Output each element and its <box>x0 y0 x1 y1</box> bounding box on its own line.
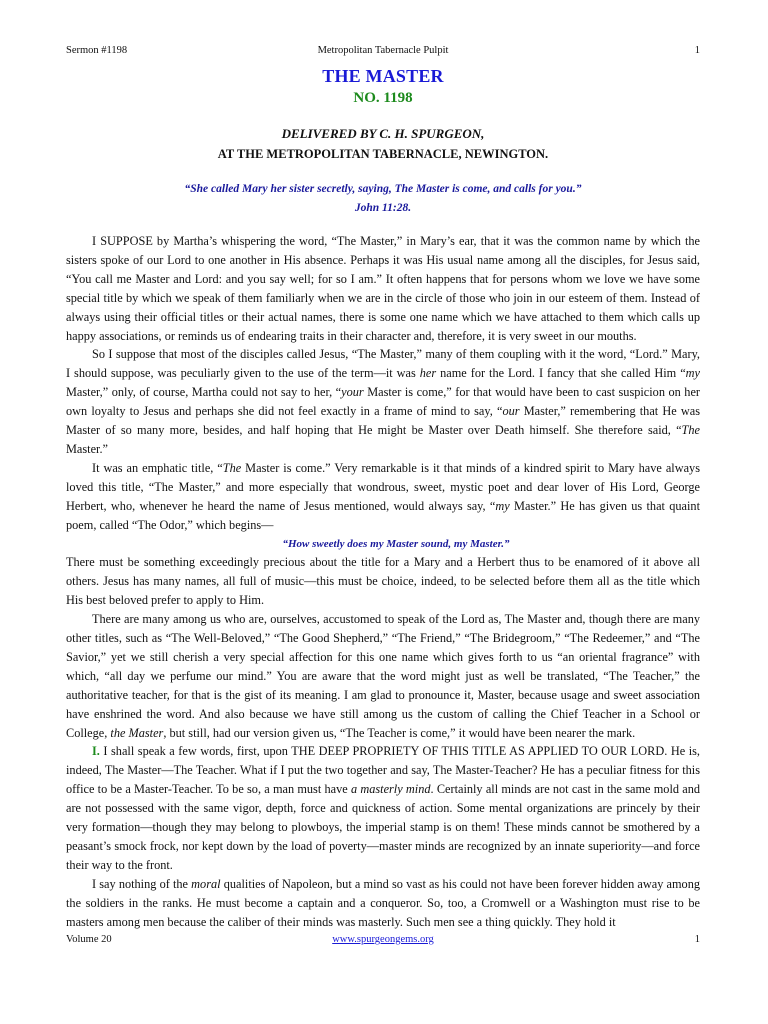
paragraph: I say nothing of the moral qualities of Napoleon, but a mind so vast as his could not have been forever hidden away among the soldiers in the ranks. He must become a captain and a conqueror. So, too, a Cromwell or a Washington must rise to be masters among men because the caliber of their minds was masterly. Such men see a thing quickly. They hold it <box>66 876 700 929</box>
sermon-number-heading: NO. 1198 <box>353 90 413 106</box>
venue: AT THE METROPOLITAN TABERNACLE, NEWINGTON. <box>217 147 549 161</box>
sermon-body <box>66 232 700 932</box>
paragraph: I. I shall speak a few words, first, upon THE DEEP PROPRIETY OF THIS TITLE AS APPLIED TO OUR LORD. He is, indeed, The Master—The Teacher. What if I put the two together and say, The Master-Teacher? He has a peculiar fitness for this office to be a Master-Teacher. To be so, a man must have a masterly mind. Certainly all minds are not cast in the same mold and are not possessed with the same vigor, depth, force and quickness of action. Some mental organizations are princely by their very formation—though they may belong to plowboys, the imperial stamp is on them! These minds cannot be smothered by a peasant’s smock frock, nor kept down by the load of poverty—master minds are recognized by an innate superiority—and force their way to the front. <box>66 744 700 872</box>
scripture-reference: John 11:28. <box>354 202 412 214</box>
delivered-by: DELIVERED BY C. H. SPURGEON, <box>281 126 485 141</box>
paragraph: So I suppose that most of the disciples called Jesus, “The Master,” many of them coupling with it the word, “Lord.” Mary, I should suppose, was peculiarly given to the use of the term—it was her name for the Lord. I fancy that she called Him “my Master,” only, of course, Martha could not say to her, “your Master is come,” for that would have been to cast suspicion on her own loyalty to Jesus and perhaps she did not feel exactly in a frame of mind to say, “our Master,” remembering that He was Master of so many more, besides, and half hoping that He might be Master over Death himself. She therefore said, “The Master.” <box>66 347 700 456</box>
header-page-number: 1 <box>694 45 700 56</box>
paragraph: There are many among us who are, ourselves, accustomed to speak of the Lord as, The Master and, though there are many other titles, such as “The Well-Beloved,” “The Good Shepherd,” “The Friend,” “The Bridegroom,” “The Redeemer,” and “The Savior,” yet we still cherish a very special affection for this one name which gives forth to us “an oriental fragrance” with which, “all day we perfume our mind.” You are aware that the word might just as well be translated, “The Teacher,” the authoritative teacher, for that is the gist of its meaning. I am glad to pronounce it, Master, because usage and sweet association have enshrined the word. And also because we have still among us the custom of calling the Chief Teacher in a School or College, the Master, but still, had our version given us, “The Teacher is come,” it would have been nearer the mark. <box>66 612 700 740</box>
publication-name: Metropolitan Tabernacle Pulpit <box>317 45 449 56</box>
paragraph: It was an emphatic title, “The Master is come.” Very remarkable is it that minds of a kindred spirit to Mary have always loved this title, “The Master,” and more especially that wondrous, sweet, mystic poet and dear lover of His Lord, George Herbert, who, whenever he heard the name of Jesus mentioned, would always say, “my Master.” He has given us that quaint poem, called “The Odor,” which begins— <box>66 460 700 532</box>
paragraph: I SUPPOSE by Martha’s whispering the word, “The Master,” in Mary’s ear, that it was the common name by which the sisters spoke of our Lord to one another in His absence. Perhaps it was His usual name among all the disciples, for Jesus said, “You call me Master and Lord: and you say well; for so I am.” It often happens that for persons whom we love we have some special title by which we speak of them familiarly when we are in the circle of those who join in our esteem of them. Instead of always using their official titles or their actual names, there is some one name which we have attached to them which calls up happy associations, or reminds us of endearing traits in their character and, therefore, it is very sweet in our mouths. <box>66 234 700 343</box>
footer-page-number: 1 <box>694 934 700 945</box>
page-footer <box>66 934 700 950</box>
page-header <box>66 45 700 61</box>
scripture-quote <box>66 180 700 218</box>
poem-quote: “How sweetly does my Master sound, my Master.” <box>282 537 510 550</box>
paragraph: There must be something exceedingly precious about the title for a Mary and a Herbert thus to be enamored of it above all others. Jesus has many names, all full of music—this must be choice, indeed, to be selected before them all as the title which His best beloved prefer to apply to Him. <box>66 555 700 608</box>
scripture-text: “She called Mary her sister secretly, saying, The Master is come, and calls for you.” <box>184 183 582 195</box>
website-link[interactable]: www.spurgeongems.org <box>332 934 434 945</box>
section-numeral: I. <box>92 744 100 759</box>
sermon-title: THE MASTER <box>322 66 444 86</box>
sermon-number: Sermon #1198 <box>66 45 128 56</box>
volume-label: Volume 20 <box>66 934 112 945</box>
